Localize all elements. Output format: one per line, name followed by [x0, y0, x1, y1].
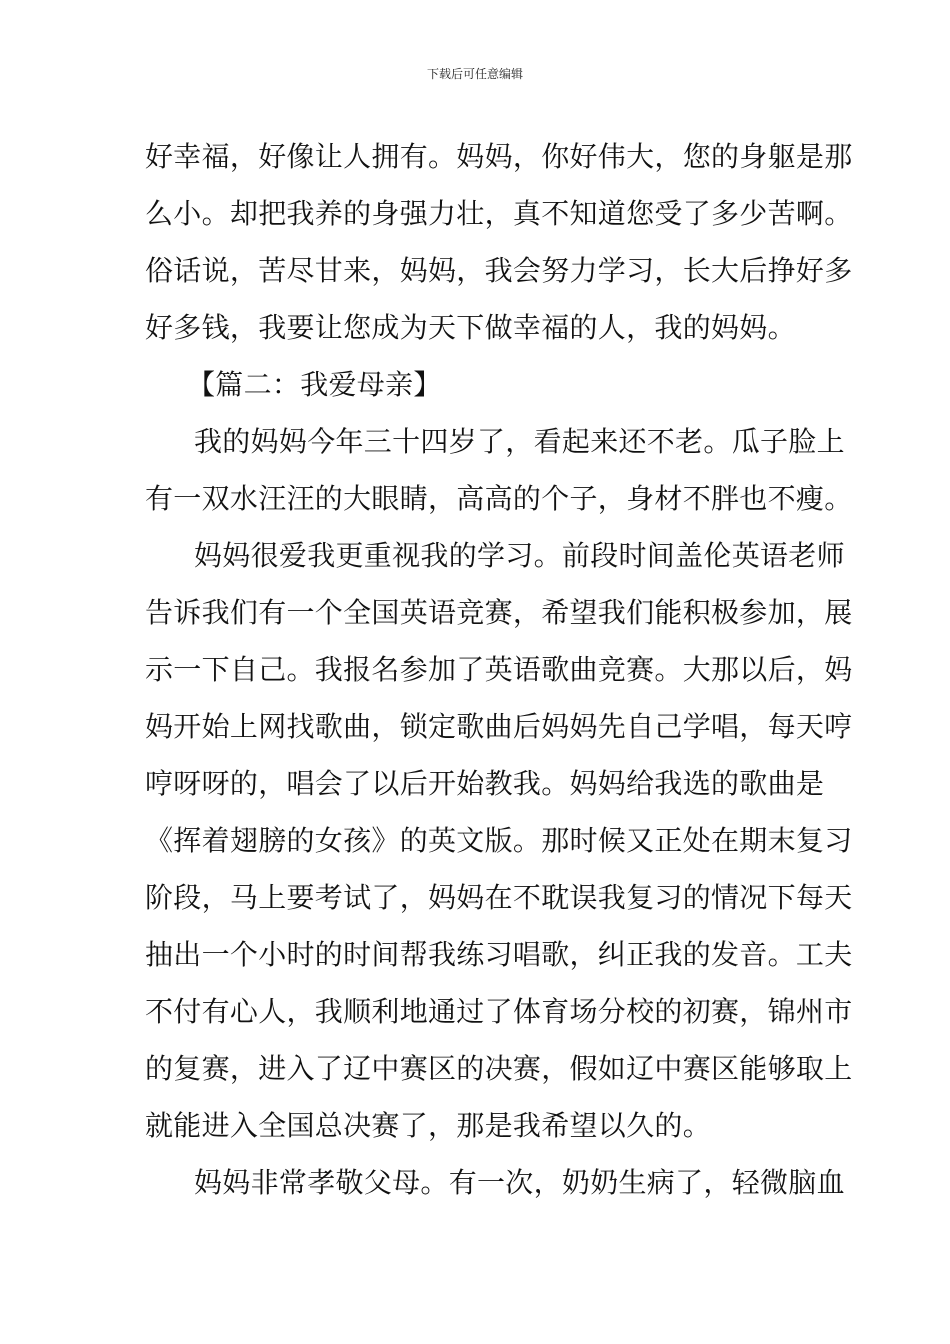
text-line: 哼呀呀的，唱会了以后开始教我。妈妈给我选的歌曲是	[145, 767, 825, 800]
text-line: 的复赛，进入了辽中赛区的决赛，假如辽中赛区能够取上	[145, 1052, 853, 1085]
text-line: 阶段，马上要考试了，妈妈在不耽误我复习的情况下每天	[145, 881, 853, 914]
page-header: 下载后可任意编辑	[426, 67, 523, 81]
text-line: 就能进入全国总决赛了，那是我希望以久的。	[145, 1109, 712, 1142]
text-line: 有一双水汪汪的大眼睛，高高的个子，身材不胖也不瘦。	[145, 482, 853, 515]
paragraph-start-line: 妈妈很爱我更重视我的学习。前段时间盖伦英语老师	[194, 539, 845, 572]
text-line: 好幸福，好像让人拥有。妈妈，你好伟大，您的身躯是那	[145, 140, 853, 173]
text-line: 么小。却把我养的身强力壮，真不知道您受了多少苦啊。	[145, 197, 853, 230]
text-line: 妈开始上网找歌曲，锁定歌曲后妈妈先自己学唱，每天哼	[145, 710, 853, 743]
text-line: 不付有心人，我顺利地通过了体育场分校的初赛，锦州市	[145, 995, 853, 1028]
paragraph-start-line: 妈妈非常孝敬父母。有一次，奶奶生病了，轻微脑血	[194, 1166, 845, 1199]
text-line: 《挥着翅膀的女孩》的英文版。那时候又正处在期末复习	[145, 824, 853, 857]
text-line: 抽出一个小时的时间帮我练习唱歌，纠正我的发音。工夫	[145, 938, 853, 971]
body-text	[145, 128, 853, 1211]
text-line: 告诉我们有一个全国英语竞赛，希望我们能积极参加，展	[145, 596, 853, 629]
section-heading: 【篇二：我爱母亲】	[187, 368, 442, 401]
text-line: 示一下自己。我报名参加了英语歌曲竞赛。大那以后，妈	[145, 653, 853, 686]
text-line: 好多钱，我要让您成为天下做幸福的人，我的妈妈。	[145, 311, 796, 344]
text-line: 俗话说，苦尽甘来，妈妈，我会努力学习，长大后挣好多	[145, 254, 853, 287]
paragraph-start-line: 我的妈妈今年三十四岁了，看起来还不老。瓜子脸上	[194, 425, 845, 458]
